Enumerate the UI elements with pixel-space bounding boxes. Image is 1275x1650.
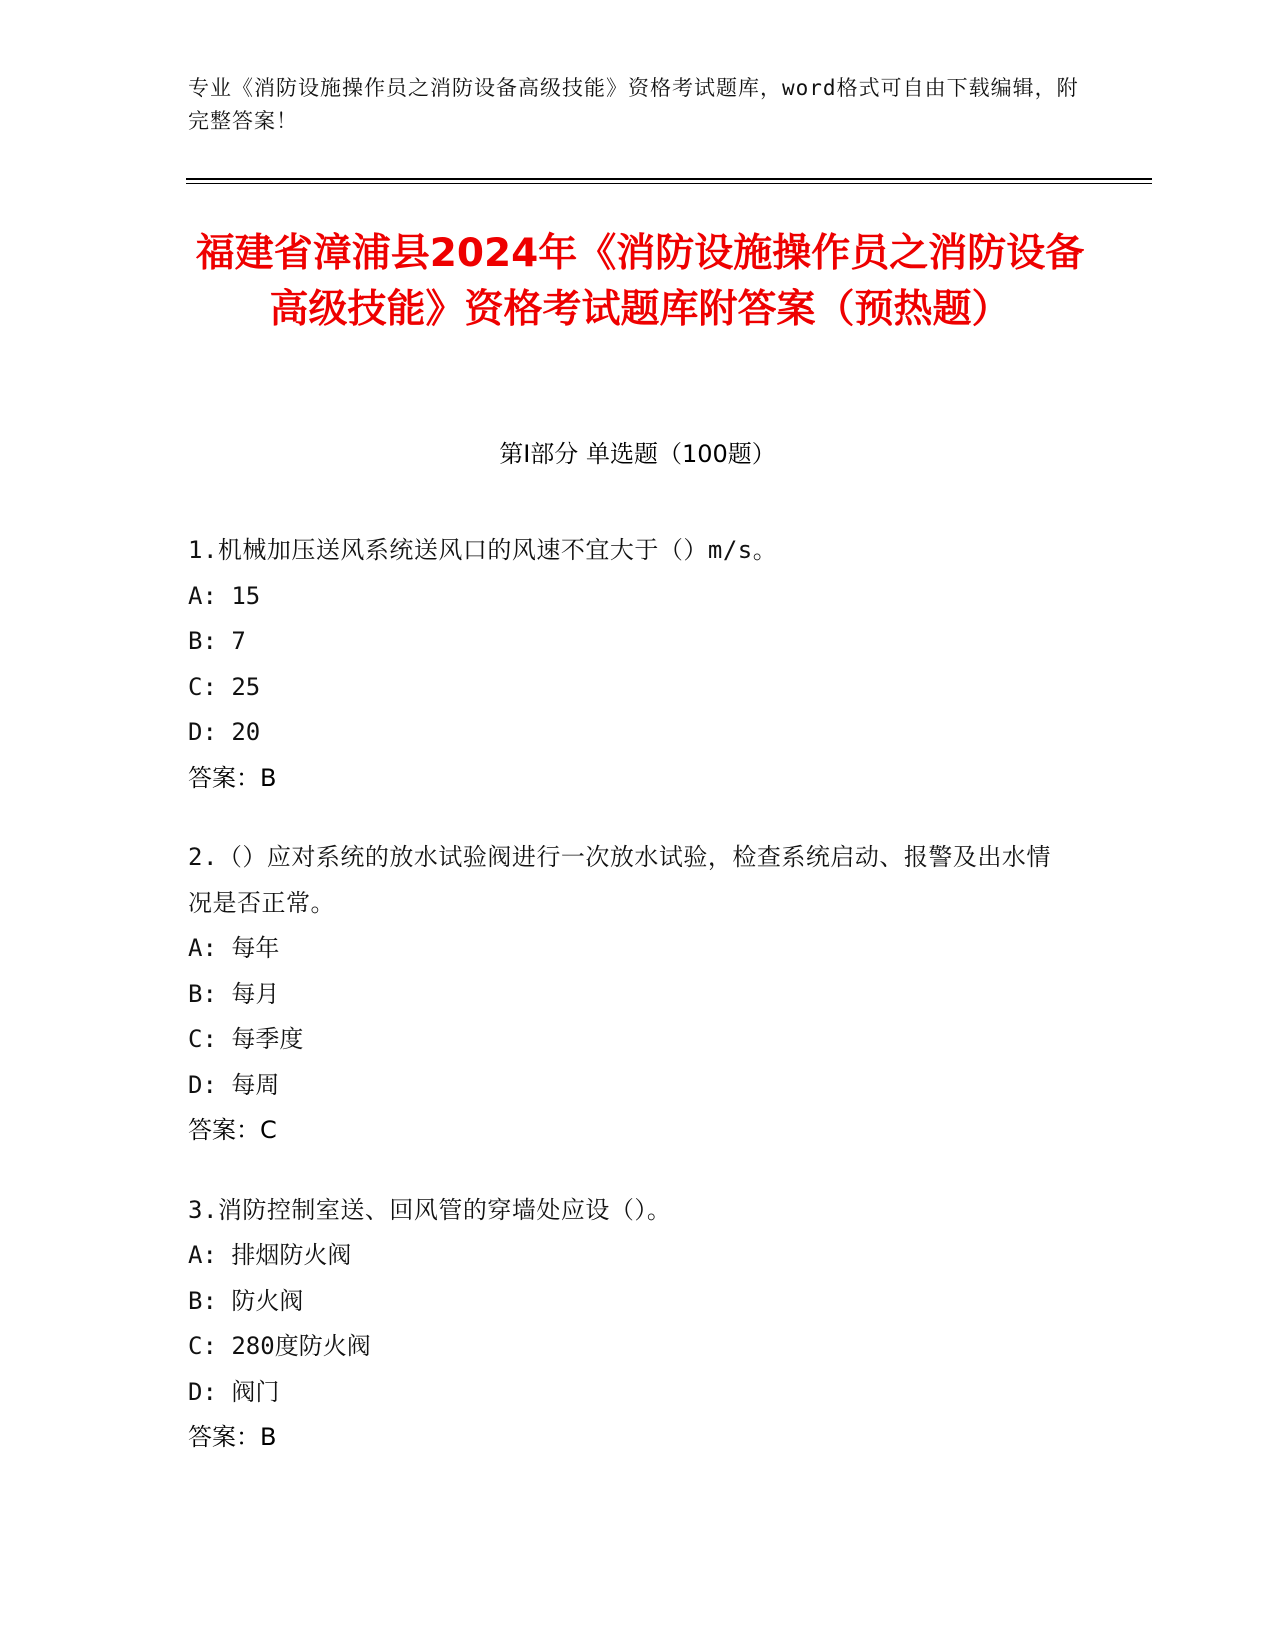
answer-line: 答案：B — [188, 1423, 277, 1451]
answer-line: 答案：C — [188, 1116, 277, 1144]
option-a: A: 排烟防火阀 — [188, 1241, 352, 1269]
option-a: A: 每年 — [188, 934, 280, 962]
option-d: D: 20 — [188, 718, 261, 746]
question-stem: 2.（）应对系统的放水试验阀进行一次放水试验，检查系统启动、报警及出水情况是否正常。 — [188, 843, 1051, 917]
option-c: C: 每季度 — [188, 1025, 304, 1053]
option-d: D: 每周 — [188, 1070, 280, 1099]
question-stem: 1.机械加压送风系统送风口的风速不宜大于（）m/s。 — [188, 536, 778, 564]
header-note: 专业《消防设施操作员之消防设备高级技能》资格考试题库，word格式可自由下载编辑，附完整答案！ — [188, 76, 1079, 133]
section-heading: 第I部分 单选题（100题） — [499, 440, 776, 468]
option-b: B: 防火阀 — [188, 1286, 304, 1315]
question-2 — [188, 835, 1068, 1154]
document-title: 福建省漳浦县2024年《消防设施操作员之消防设备高级技能》资格考试题库附答案（预热题） — [195, 231, 1085, 332]
question-3 — [188, 1188, 1068, 1461]
answer-line: 答案：B — [188, 763, 277, 792]
question-stem: 3.消防控制室送、回风管的穿墙处应设（）。 — [188, 1195, 672, 1224]
question-1 — [188, 528, 1068, 801]
option-c: C: 25 — [188, 672, 261, 701]
option-b: B: 每月 — [188, 979, 280, 1008]
question-list — [188, 528, 1068, 1495]
header-divider — [186, 178, 1152, 184]
option-c: C: 280度防火阀 — [188, 1332, 371, 1360]
option-a: A: 15 — [188, 581, 261, 610]
option-d: D: 阀门 — [188, 1377, 280, 1406]
option-b: B: 7 — [188, 627, 246, 655]
